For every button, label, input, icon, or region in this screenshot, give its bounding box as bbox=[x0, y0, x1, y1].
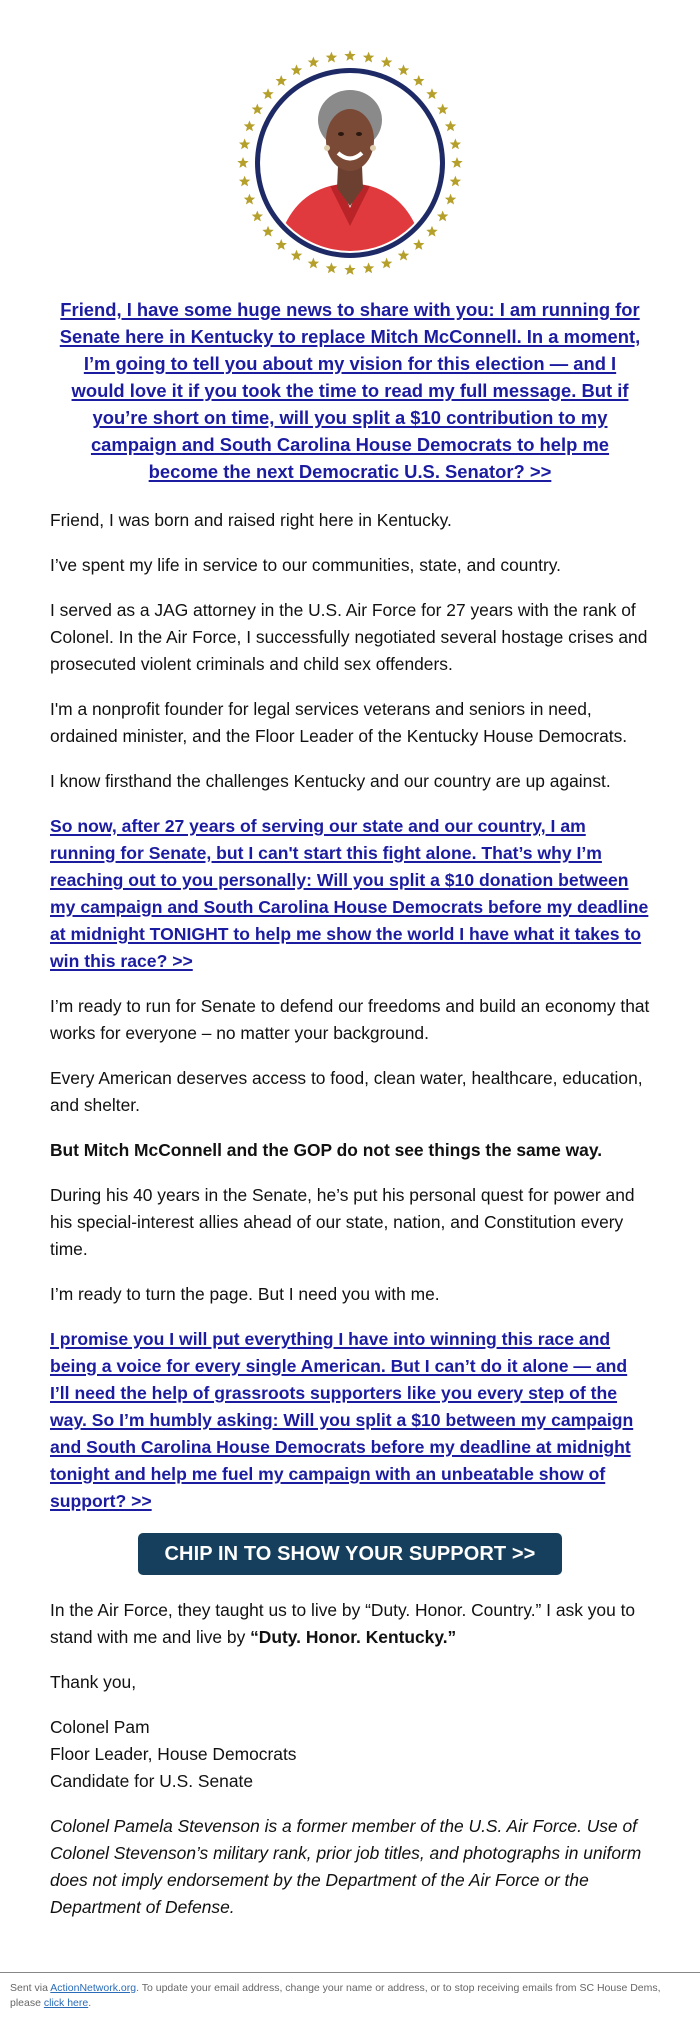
star-icon bbox=[413, 75, 424, 86]
star-icon bbox=[237, 157, 248, 168]
paragraph-mcconnell: But Mitch McConnell and the GOP do not see things the same way. bbox=[50, 1140, 603, 1160]
donate-link-2[interactable]: I promise you I will put everything I have into winning this race and being a voice for every single American. But I can’t do it alone — and I’ll need the help of grassroots supporters like you every step of the way. So I’m humbly asking: Will you split a $10 between my campaign and South Carolina House Democrats before my deadline at midnight tonight and help me fuel my campaign with an unbeatable show of support? >> bbox=[50, 1329, 634, 1511]
star-icon bbox=[291, 250, 302, 261]
paragraph-nonprofit: I'm a nonprofit founder for legal services veterans and seniors in need, ordained minister, and the Floor Leader of the Kentucky House Democrats. bbox=[50, 699, 628, 746]
star-icon bbox=[244, 120, 255, 131]
actionnetwork-link[interactable]: ActionNetwork.org bbox=[50, 1982, 137, 1994]
star-icon bbox=[451, 157, 462, 168]
star-icon bbox=[262, 88, 273, 99]
star-icon bbox=[445, 194, 456, 205]
footer-unsubscribe-text: . To update your email address, change your name or address, or to stop receiving emails from SC House Dems, please bbox=[10, 1982, 661, 2009]
star-icon bbox=[344, 264, 355, 275]
paragraph-thank-you: Thank you, bbox=[50, 1672, 137, 1692]
star-icon bbox=[308, 56, 319, 67]
unsubscribe-link[interactable]: click here bbox=[43, 1997, 89, 2009]
star-icon bbox=[363, 52, 374, 63]
star-icon bbox=[450, 176, 461, 187]
paragraph-kentucky: Friend, I was born and raised right here in Kentucky. bbox=[50, 510, 452, 530]
duty-honor-kentucky: “Duty. Honor. Kentucky.” bbox=[250, 1627, 457, 1647]
paragraph-challenges: I know firsthand the challenges Kentucky and our country are up against. bbox=[50, 771, 611, 791]
portrait-photo bbox=[235, 48, 465, 278]
signature-candidacy: Candidate for U.S. Senate bbox=[50, 1771, 254, 1791]
footer-end: . bbox=[88, 1997, 92, 2009]
star-icon bbox=[252, 211, 263, 222]
star-icon bbox=[426, 226, 437, 237]
email-body bbox=[50, 0, 650, 1921]
star-icon bbox=[326, 262, 337, 273]
paragraph-freedoms: I’m ready to run for Senate to defend our freedoms and build an economy that works for everyone – no matter your background. bbox=[50, 996, 650, 1043]
paragraph-turn-page: I’m ready to turn the page. But I need you with me. bbox=[50, 1284, 440, 1304]
star-icon bbox=[276, 239, 287, 250]
star-icon bbox=[262, 226, 273, 237]
donate-link-paragraph-2 bbox=[50, 1326, 650, 1515]
star-icon bbox=[398, 64, 409, 75]
star-icon bbox=[239, 138, 250, 149]
message-body bbox=[50, 507, 650, 1921]
footer-sent-via: Sent via bbox=[10, 1982, 51, 1994]
email-footer bbox=[0, 1972, 700, 2011]
star-icon bbox=[252, 104, 263, 115]
star-icon bbox=[276, 75, 287, 86]
candidate-portrait bbox=[235, 48, 465, 278]
duty-honor-text: In the Air Force, they taught us to live by “Duty. Honor. Country.” I ask you to stand with me and live by bbox=[50, 1600, 636, 1647]
star-icon bbox=[445, 120, 456, 131]
disclaimer: Colonel Pamela Stevenson is a former member of the U.S. Air Force. Use of Colonel Stevenson’s military rank, prior job titles, and photographs in uniform does not imply endorsement by the Department of the Air Force or the Department of Defense. bbox=[50, 1816, 642, 1917]
star-icon bbox=[413, 239, 424, 250]
paragraph-forty-years: During his 40 years in the Senate, he’s put his personal quest for power and his special-interest allies ahead of our state, nation, and Constitution every time. bbox=[50, 1185, 635, 1259]
star-icon bbox=[308, 258, 319, 269]
signature-title: Floor Leader, House Democrats bbox=[50, 1744, 297, 1764]
paragraph-duty-honor bbox=[50, 1597, 650, 1651]
star-icon bbox=[398, 250, 409, 261]
intro-message bbox=[58, 296, 642, 485]
paragraph-access: Every American deserves access to food, clean water, healthcare, education, and shelter. bbox=[50, 1068, 643, 1115]
star-icon bbox=[437, 104, 448, 115]
star-icon bbox=[437, 211, 448, 222]
paragraph-service: I’ve spent my life in service to our communities, state, and country. bbox=[50, 555, 561, 575]
donate-link-1[interactable]: So now, after 27 years of serving our state and our country, I am running for Senate, but I can't start this fight alone. That’s why I’m reaching out to you personally: Will you split a $10 donation between my campaign and South Carolina House Democrats before my deadline at midnight TONIGHT to help me show the world I have what it takes to win this race? >> bbox=[50, 816, 649, 971]
star-icon bbox=[244, 194, 255, 205]
intro-donate-link[interactable]: Friend, I have some huge news to share with you: I am running for Senate here in Kentucky to replace Mitch McConnell. In a moment, I’m going to tell you about my vision for this election — and I would love it if you took the time to read my full message. But if you’re short on time, will you split a $10 contribution to my campaign and South Carolina House Democrats to help me become the next Democratic U.S. Senator? >> bbox=[59, 299, 641, 482]
star-icon bbox=[381, 56, 392, 67]
star-icon bbox=[344, 50, 355, 61]
paragraph-jag: I served as a JAG attorney in the U.S. Air Force for 27 years with the rank of Colonel. In the Air Force, I successfully negotiated several hostage crises and prosecuted violent criminals and child sex offenders. bbox=[50, 600, 648, 674]
star-icon bbox=[363, 262, 374, 273]
star-icon bbox=[426, 88, 437, 99]
star-icon bbox=[326, 52, 337, 63]
star-icon bbox=[381, 258, 392, 269]
chip-in-button[interactable]: CHIP IN TO SHOW YOUR SUPPORT >> bbox=[138, 1533, 563, 1575]
star-icon bbox=[291, 64, 302, 75]
signature-block bbox=[50, 1714, 650, 1795]
signature-name: Colonel Pam bbox=[50, 1717, 150, 1737]
donate-link-paragraph-1 bbox=[50, 813, 650, 975]
star-icon bbox=[450, 138, 461, 149]
star-icon bbox=[239, 176, 250, 187]
cta-row bbox=[50, 1533, 650, 1575]
